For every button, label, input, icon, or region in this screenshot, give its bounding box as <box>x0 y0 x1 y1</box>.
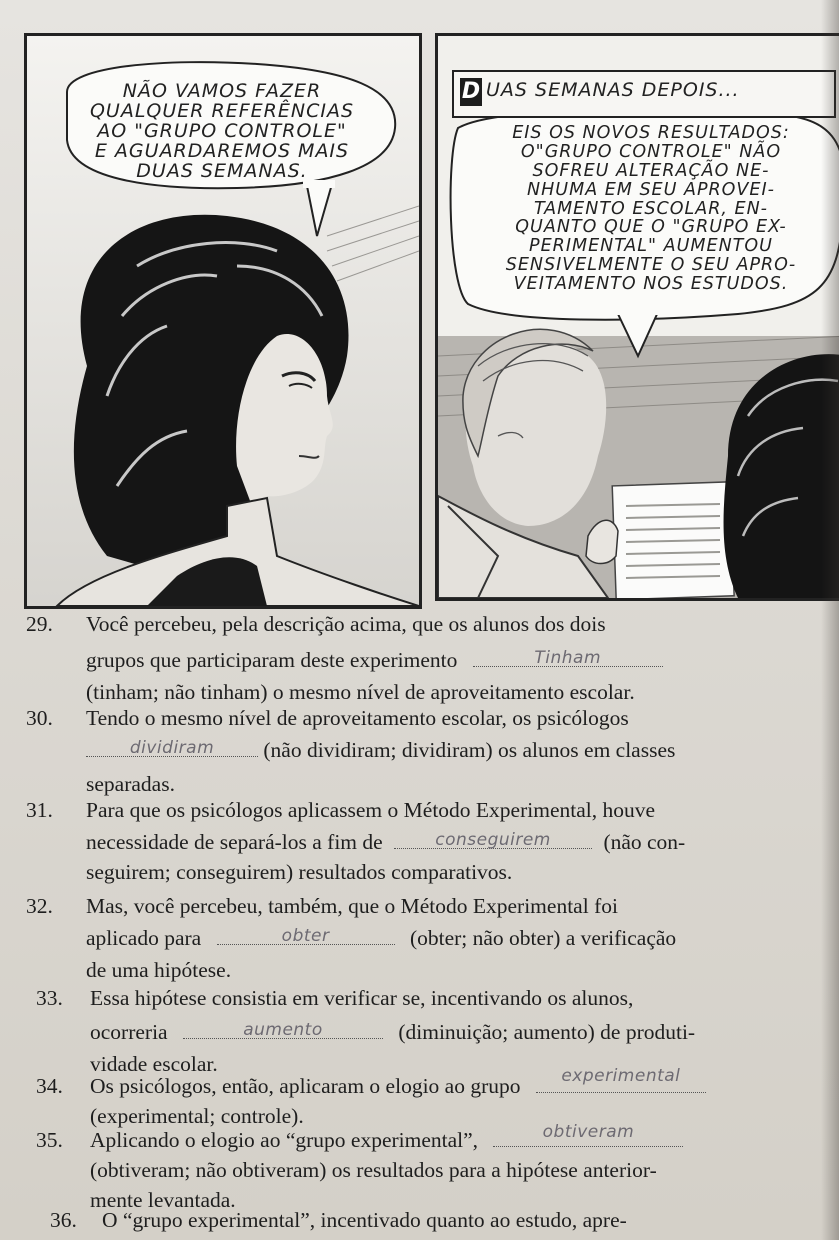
comic-panel-right <box>435 33 839 601</box>
bubble-line: QUALQUER REFERÊNCIAS <box>89 99 355 122</box>
exercise-line <box>90 1066 706 1099</box>
exercise-number: 31. <box>26 798 53 822</box>
answer-blank[interactable] <box>394 830 592 849</box>
exercise-line: Essa hipótese consistia em verificar se, incentivando os alunos, <box>90 986 634 1010</box>
exercise-text: Os psicólogos, então, aplicaram o elogio ao grupo <box>90 1074 521 1098</box>
exercise-text: Aplicando o elogio ao “grupo experimental”, <box>90 1128 479 1152</box>
exercise-line: (obtiveram; não obtiveram) os resultados para a hipótese anterior- <box>90 1158 657 1182</box>
exercise-line: de uma hipótese. <box>86 958 232 982</box>
exercise-number: 36. <box>50 1208 77 1232</box>
bubble-line: NHUMA EM SEU APROVEI- <box>527 179 775 200</box>
bubble-line: AO "GRUPO CONTROLE" <box>97 119 347 142</box>
page-edge-shadow <box>821 0 839 1240</box>
bubble-line: QUANTO QUE O "GRUPO EX- <box>515 217 787 238</box>
answer-blank[interactable] <box>493 1122 683 1147</box>
exercise-line: Para que os psicólogos aplicassem o Método Experimental, houve <box>86 798 656 822</box>
exercise-text: ocorreria <box>90 1020 168 1044</box>
handwritten-answer: dividiram <box>129 738 215 758</box>
exercise-line: Tendo o mesmo nível de aproveitamento escolar, os psicólogos <box>86 706 629 730</box>
caption-text: UAS SEMANAS DEPOIS... <box>486 79 740 101</box>
caption-box <box>452 70 836 118</box>
exercise-line <box>90 1020 695 1045</box>
answer-blank[interactable] <box>86 738 258 757</box>
exercise-line: O “grupo experimental”, incentivado quanto ao estudo, apre- <box>102 1208 627 1232</box>
exercise-line <box>86 648 663 673</box>
exercise-number: 29. <box>26 612 53 636</box>
bubble-line: NÃO VAMOS FAZER <box>122 80 322 102</box>
exercise-text: (não con- <box>603 830 686 854</box>
handwritten-answer: conseguirem <box>435 830 551 850</box>
handwritten-answer: obtiveram <box>542 1122 635 1142</box>
exercise-text: grupos que participaram deste experimento <box>86 648 458 672</box>
exercise-line <box>86 926 676 951</box>
caption-initial: D <box>461 79 481 104</box>
answer-blank[interactable] <box>473 648 663 667</box>
exercise-line <box>90 1122 683 1153</box>
exercise-line: Você percebeu, pela descrição acima, que os alunos dos dois <box>86 612 606 636</box>
exercise-line: vidade escolar. <box>90 1052 218 1076</box>
answer-blank[interactable] <box>183 1020 383 1039</box>
answer-blank[interactable] <box>536 1066 706 1093</box>
speech-bubble-right <box>454 124 839 294</box>
exercise-text: aplicado para <box>86 926 202 950</box>
exercise-line: Mas, você percebeu, também, que o Método Experimental foi <box>86 894 618 918</box>
bubble-line: O"GRUPO CONTROLE" NÃO <box>520 141 782 162</box>
exercise-line <box>86 738 675 763</box>
exercise-text: necessidade de separá-los a fim de <box>86 830 383 854</box>
handwritten-answer: aumento <box>243 1020 323 1040</box>
exercise-line <box>86 830 685 855</box>
exercise-number: 30. <box>26 706 53 730</box>
bubble-line: E AGUARDAREMOS MAIS <box>94 139 350 162</box>
exercise-text: (não dividiram; dividiram) os alunos em classes <box>263 738 676 762</box>
exercise-text: (diminuição; aumento) de produti- <box>398 1020 696 1044</box>
psychologist-illustration <box>438 36 839 598</box>
exercise-number: 34. <box>36 1074 63 1098</box>
comic-panel-left <box>24 33 422 609</box>
handwritten-answer: Tinham <box>534 648 602 668</box>
exercise-line: seguirem; conseguirem) resultados comparativos. <box>86 860 513 884</box>
exercise-number: 32. <box>26 894 53 918</box>
speech-bubble-left <box>47 82 397 182</box>
answer-blank[interactable] <box>217 926 395 945</box>
bubble-line: SOFREU ALTERAÇÃO NE- <box>532 160 770 181</box>
bubble-line: VEITAMENTO NOS ESTUDOS. <box>513 274 789 295</box>
exercise-line: (experimental; controle). <box>90 1104 304 1128</box>
bubble-line: PERIMENTAL" AUMENTOU <box>529 236 773 257</box>
handwritten-answer: experimental <box>561 1066 681 1086</box>
exercise-number: 33. <box>36 986 63 1010</box>
exercise-number: 35. <box>36 1128 63 1152</box>
exercise-line: (tinham; não tinham) o mesmo nível de aproveitamento escolar. <box>86 680 635 704</box>
handwritten-answer: obter <box>281 926 330 946</box>
bubble-line: SENSIVELMENTE O SEU APRO- <box>505 255 797 276</box>
exercise-text: (obter; não obter) a verificação <box>409 926 677 950</box>
bubble-line: DUAS SEMANAS. <box>136 159 308 182</box>
bubble-line: EIS OS NOVOS RESULTADOS: <box>512 123 790 143</box>
exercise-line: separadas. <box>86 772 175 796</box>
bubble-line: TAMENTO ESCOLAR, EN- <box>534 198 768 219</box>
exercise-line: mente levantada. <box>90 1188 236 1212</box>
